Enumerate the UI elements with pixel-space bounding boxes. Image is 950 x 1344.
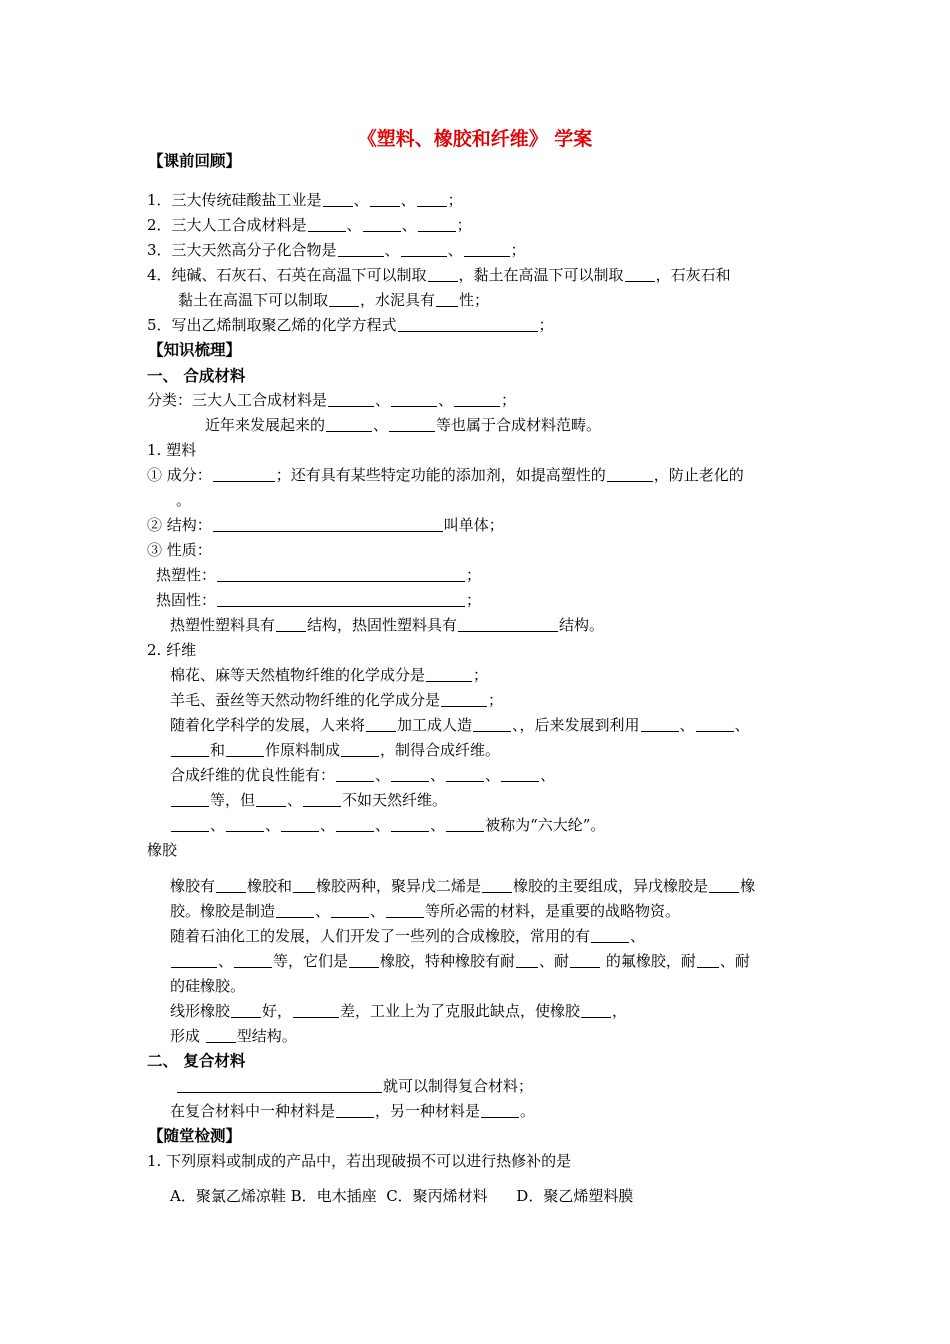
text-fragment: ； — [456, 216, 472, 234]
text-fragment: 等，但 — [210, 791, 256, 809]
text-fragment: 橡胶，特种橡胶有耐 — [380, 952, 516, 970]
blank-field[interactable] — [363, 217, 401, 232]
blank-field[interactable] — [326, 417, 372, 432]
text-fragment: 结构，热固性塑料具有 — [307, 616, 458, 634]
blank-field[interactable] — [336, 817, 374, 832]
text-fragment: 热塑性： — [156, 566, 217, 584]
text-fragment: 差，工业上为了克服此缺点，使橡胶 — [340, 1002, 581, 1020]
text-fragment: ； — [501, 391, 517, 409]
text-fragment: ，黏土在高温下可以制取 — [458, 266, 624, 284]
blank-field[interactable] — [696, 717, 734, 732]
rubber-line5: 的硅橡胶。 — [170, 977, 246, 995]
blank-field[interactable] — [418, 217, 456, 232]
blank-field[interactable] — [428, 267, 458, 282]
text-fragment: 、 — [320, 816, 336, 834]
text-fragment: 4．纯碱、石灰石、石英在高温下可以制取 — [147, 266, 427, 284]
rubber-line1 — [170, 876, 755, 896]
text-fragment: 、 — [485, 766, 501, 784]
text-fragment: ，另一种材料是 — [375, 1102, 481, 1120]
text-fragment: 型结构。 — [236, 1027, 297, 1045]
review-q5 — [147, 315, 554, 335]
text-fragment: 、 — [373, 416, 389, 434]
plastic-structure — [147, 515, 504, 535]
blank-field[interactable] — [213, 467, 275, 482]
blank-field[interactable] — [217, 567, 465, 582]
option-a[interactable]: A．聚氯乙烯凉鞋 — [170, 1187, 286, 1205]
review-q1 — [147, 190, 463, 210]
text-fragment: ，石灰石和 — [655, 266, 731, 284]
rubber-line4 — [170, 951, 750, 971]
text-fragment: ； — [510, 241, 526, 259]
blank-field[interactable] — [458, 617, 558, 632]
blank-field[interactable] — [446, 817, 484, 832]
rubber-line3 — [170, 926, 645, 946]
blank-field[interactable] — [171, 953, 217, 968]
text-fragment: 、 — [375, 391, 391, 409]
text-fragment: ， — [612, 1002, 628, 1020]
blank-field[interactable] — [293, 878, 315, 893]
classification-line2 — [205, 415, 601, 435]
blank-field[interactable] — [481, 1103, 519, 1118]
blank-field[interactable] — [329, 292, 359, 307]
text-fragment: ，防止老化的 — [653, 466, 744, 484]
blank-field[interactable] — [336, 767, 374, 782]
blank-field[interactable] — [454, 392, 500, 407]
text-fragment: 羊毛、蚕丝等天然动物纤维的化学成分是 — [170, 691, 441, 709]
text-fragment: ； — [538, 316, 554, 334]
blank-field[interactable] — [473, 717, 511, 732]
rubber-line2 — [170, 901, 680, 921]
text-fragment: ，水泥具有 — [360, 291, 436, 309]
blank-field[interactable] — [386, 903, 424, 918]
text-fragment: 性； — [459, 291, 490, 309]
blank-field[interactable] — [441, 692, 487, 707]
fiber-development-line2 — [170, 740, 500, 760]
blank-field[interactable] — [697, 953, 719, 968]
text-fragment: ；还有具有某些特定功能的添加剂，如提高塑性的 — [275, 466, 606, 484]
six-lun-line — [170, 815, 605, 835]
plastic-composition — [147, 465, 744, 485]
text-fragment: ② 结构： — [147, 516, 212, 534]
review-q3 — [147, 240, 526, 260]
blank-field[interactable] — [581, 1003, 611, 1018]
fiber-properties-line1 — [170, 765, 555, 785]
text-fragment: 、 — [734, 716, 750, 734]
quiz-question-1: 1. 下列原料或制成的产品中，若出现破损不可以进行热修补的是 — [147, 1152, 572, 1170]
rubber-line7 — [170, 1026, 297, 1046]
text-fragment: ； — [466, 591, 482, 609]
text-fragment: 。 — [520, 1102, 536, 1120]
blank-field[interactable] — [206, 1028, 236, 1043]
blank-field[interactable] — [446, 767, 484, 782]
blank-field[interactable] — [436, 292, 458, 307]
heading-rubber: 橡胶 — [147, 841, 178, 859]
fiber-animal — [170, 690, 503, 710]
option-c[interactable]: C．聚丙烯材料 — [386, 1187, 488, 1205]
blank-field[interactable] — [338, 242, 384, 257]
text-fragment: ； — [466, 566, 482, 584]
text-fragment: 线形橡胶 — [170, 1002, 231, 1020]
blank-field[interactable] — [226, 817, 264, 832]
blank-field[interactable] — [349, 953, 379, 968]
heading-plastic: 1. 塑料 — [147, 441, 197, 459]
text-fragment: 、 — [384, 241, 400, 259]
section-knowledge-heading: 【知识梳理】 — [148, 341, 242, 359]
plastic-structure-summary — [170, 615, 604, 635]
text-fragment: 热塑性塑料具有 — [170, 616, 276, 634]
blank-field[interactable] — [276, 617, 306, 632]
thermoplastic-line — [156, 565, 481, 585]
text-fragment: 好， — [262, 1002, 293, 1020]
text-fragment: 等所必需的材料，是重要的战略物资。 — [425, 902, 681, 920]
text-fragment: 橡胶有 — [170, 877, 216, 895]
text-fragment: 随着石油化工的发展，人们开发了一些列的合成橡胶，常用的有 — [170, 927, 591, 945]
text-fragment: 、耐 — [539, 952, 570, 970]
blank-field[interactable] — [401, 242, 447, 257]
blank-field[interactable] — [256, 792, 286, 807]
blank-field[interactable] — [231, 1003, 261, 1018]
blank-field[interactable] — [391, 392, 437, 407]
text-fragment: 、 — [540, 766, 556, 784]
blank-field[interactable] — [625, 267, 655, 282]
text-fragment: 、 — [438, 391, 454, 409]
blank-field[interactable] — [398, 317, 538, 332]
document-title: 《塑料、橡胶和纤维》 学案 — [357, 128, 593, 150]
text-fragment: 加工成人造 — [397, 716, 473, 734]
blank-field[interactable] — [331, 903, 369, 918]
blank-field[interactable] — [281, 817, 319, 832]
blank-field[interactable] — [323, 192, 353, 207]
text-fragment: 、 — [430, 766, 446, 784]
blank-field[interactable] — [234, 953, 272, 968]
blank-field[interactable] — [293, 1003, 339, 1018]
text-fragment: 、 — [679, 716, 695, 734]
fiber-development-line1 — [170, 715, 750, 735]
text-fragment: 、 — [630, 927, 646, 945]
rubber-line6 — [170, 1001, 627, 1021]
review-q4-line2 — [178, 290, 489, 310]
text-fragment: 、 — [400, 191, 416, 209]
fiber-properties-line2 — [170, 790, 447, 810]
blank-field[interactable] — [516, 953, 538, 968]
heading-synthetic-materials: 一、 合成材料 — [147, 367, 246, 385]
text-fragment: ① 成分： — [147, 466, 212, 484]
blank-field[interactable] — [276, 903, 314, 918]
blank-field[interactable] — [426, 667, 472, 682]
thermoset-line — [156, 590, 481, 610]
text-fragment: 、 — [265, 816, 281, 834]
blank-field[interactable] — [570, 953, 600, 968]
blank-field[interactable] — [336, 1103, 374, 1118]
composite-line1 — [176, 1076, 533, 1096]
plastic-properties: ③ 性质： — [147, 541, 212, 559]
text-fragment: 5．写出乙烯制取聚乙烯的化学方程式 — [147, 316, 397, 334]
text-fragment: 等，它们是 — [273, 952, 349, 970]
blank-field[interactable] — [391, 767, 429, 782]
text-fragment: 橡 — [740, 877, 756, 895]
text-fragment: 橡胶两种，聚异戊二烯是 — [316, 877, 482, 895]
text-fragment: 、 — [370, 902, 386, 920]
text-fragment: 、 — [315, 902, 331, 920]
blank-field[interactable] — [226, 742, 264, 757]
heading-fiber: 2. 纤维 — [147, 641, 197, 659]
text-fragment: 、 — [353, 191, 369, 209]
plastic-composition-end: 。 — [176, 491, 192, 509]
text-fragment: 和 — [210, 741, 226, 759]
text-fragment: 、 — [447, 241, 463, 259]
text-fragment: 、 — [210, 816, 226, 834]
text-fragment: 叫单体； — [443, 516, 504, 534]
blank-field[interactable] — [607, 467, 653, 482]
blank-field[interactable] — [171, 742, 209, 757]
text-fragment: ； — [473, 666, 489, 684]
classification-line1 — [147, 390, 516, 410]
text-fragment: 橡胶的主要组成，异戊橡胶是 — [513, 877, 709, 895]
blank-field[interactable] — [328, 392, 374, 407]
blank-field[interactable] — [709, 878, 739, 893]
text-fragment: 合成纤维的优良性能有： — [170, 766, 336, 784]
text-fragment: 被称为“六大纶”。 — [485, 816, 606, 834]
text-fragment: ； — [447, 191, 463, 209]
text-fragment: 就可以制得复合材料； — [383, 1077, 534, 1095]
blank-field[interactable] — [216, 878, 246, 893]
blank-field[interactable] — [213, 517, 443, 532]
text-fragment: 、，后来发展到利用 — [512, 716, 640, 734]
heading-composite-materials: 二、 复合材料 — [147, 1052, 246, 1070]
blank-field[interactable] — [303, 792, 341, 807]
text-fragment: 、 — [346, 216, 362, 234]
blank-field[interactable] — [366, 717, 396, 732]
text-fragment: 结构。 — [559, 616, 605, 634]
text-fragment: 、 — [375, 766, 391, 784]
blank-field[interactable] — [391, 817, 429, 832]
blank-field[interactable] — [370, 192, 400, 207]
blank-field[interactable] — [308, 217, 346, 232]
blank-field[interactable] — [389, 417, 435, 432]
section-quiz-heading: 【随堂检测】 — [148, 1127, 242, 1145]
text-fragment: 2．三大人工合成材料是 — [147, 216, 307, 234]
text-fragment: 、 — [401, 216, 417, 234]
review-q4-line1 — [147, 265, 731, 285]
text-fragment: 在复合材料中一种材料是 — [170, 1102, 336, 1120]
blank-field[interactable] — [417, 192, 447, 207]
text-fragment: 随着化学科学的发展，人来将 — [170, 716, 366, 734]
text-fragment: 胶。橡胶是制造 — [170, 902, 276, 920]
text-fragment: 、 — [218, 952, 234, 970]
text-fragment: 、 — [375, 816, 391, 834]
text-fragment: 近年来发展起来的 — [205, 416, 326, 434]
text-fragment: 形成 — [170, 1027, 205, 1045]
fiber-plant — [170, 665, 488, 685]
quiz-options — [170, 1186, 633, 1206]
text-fragment: 的氟橡胶，耐 — [601, 952, 696, 970]
blank-field[interactable] — [591, 928, 629, 943]
blank-field[interactable] — [177, 1078, 382, 1093]
text-fragment: 橡胶和 — [247, 877, 293, 895]
blank-field[interactable] — [341, 742, 379, 757]
option-d[interactable]: D．聚乙烯塑料膜 — [516, 1187, 634, 1205]
blank-field[interactable] — [482, 878, 512, 893]
text-fragment: 3．三大天然高分子化合物是 — [147, 241, 337, 259]
text-fragment: 分类：三大人工合成材料是 — [147, 391, 328, 409]
section-review-heading: 【课前回顾】 — [148, 152, 242, 170]
blank-field[interactable] — [171, 817, 209, 832]
review-q2 — [147, 215, 472, 235]
text-fragment: 等也属于合成材料范畴。 — [436, 416, 602, 434]
text-fragment: 1．三大传统硅酸盐工业是 — [147, 191, 322, 209]
text-fragment: 不如天然纤维。 — [342, 791, 448, 809]
text-fragment: 、 — [430, 816, 446, 834]
text-fragment: ； — [488, 691, 504, 709]
text-fragment: ，制得合成纤维。 — [380, 741, 501, 759]
text-fragment: 热固性： — [156, 591, 217, 609]
text-fragment: 、耐 — [719, 952, 750, 970]
text-fragment: 黏土在高温下可以制取 — [178, 291, 329, 309]
composite-line2 — [170, 1101, 535, 1121]
text-fragment: 、 — [287, 791, 303, 809]
blank-field[interactable] — [501, 767, 539, 782]
blank-field[interactable] — [464, 242, 510, 257]
blank-field[interactable] — [641, 717, 679, 732]
text-fragment: 棉花、麻等天然植物纤维的化学成分是 — [170, 666, 426, 684]
blank-field[interactable] — [171, 792, 209, 807]
option-b[interactable]: B．电木插座 — [290, 1187, 377, 1205]
text-fragment: 作原料制成 — [265, 741, 341, 759]
blank-field[interactable] — [217, 592, 465, 607]
